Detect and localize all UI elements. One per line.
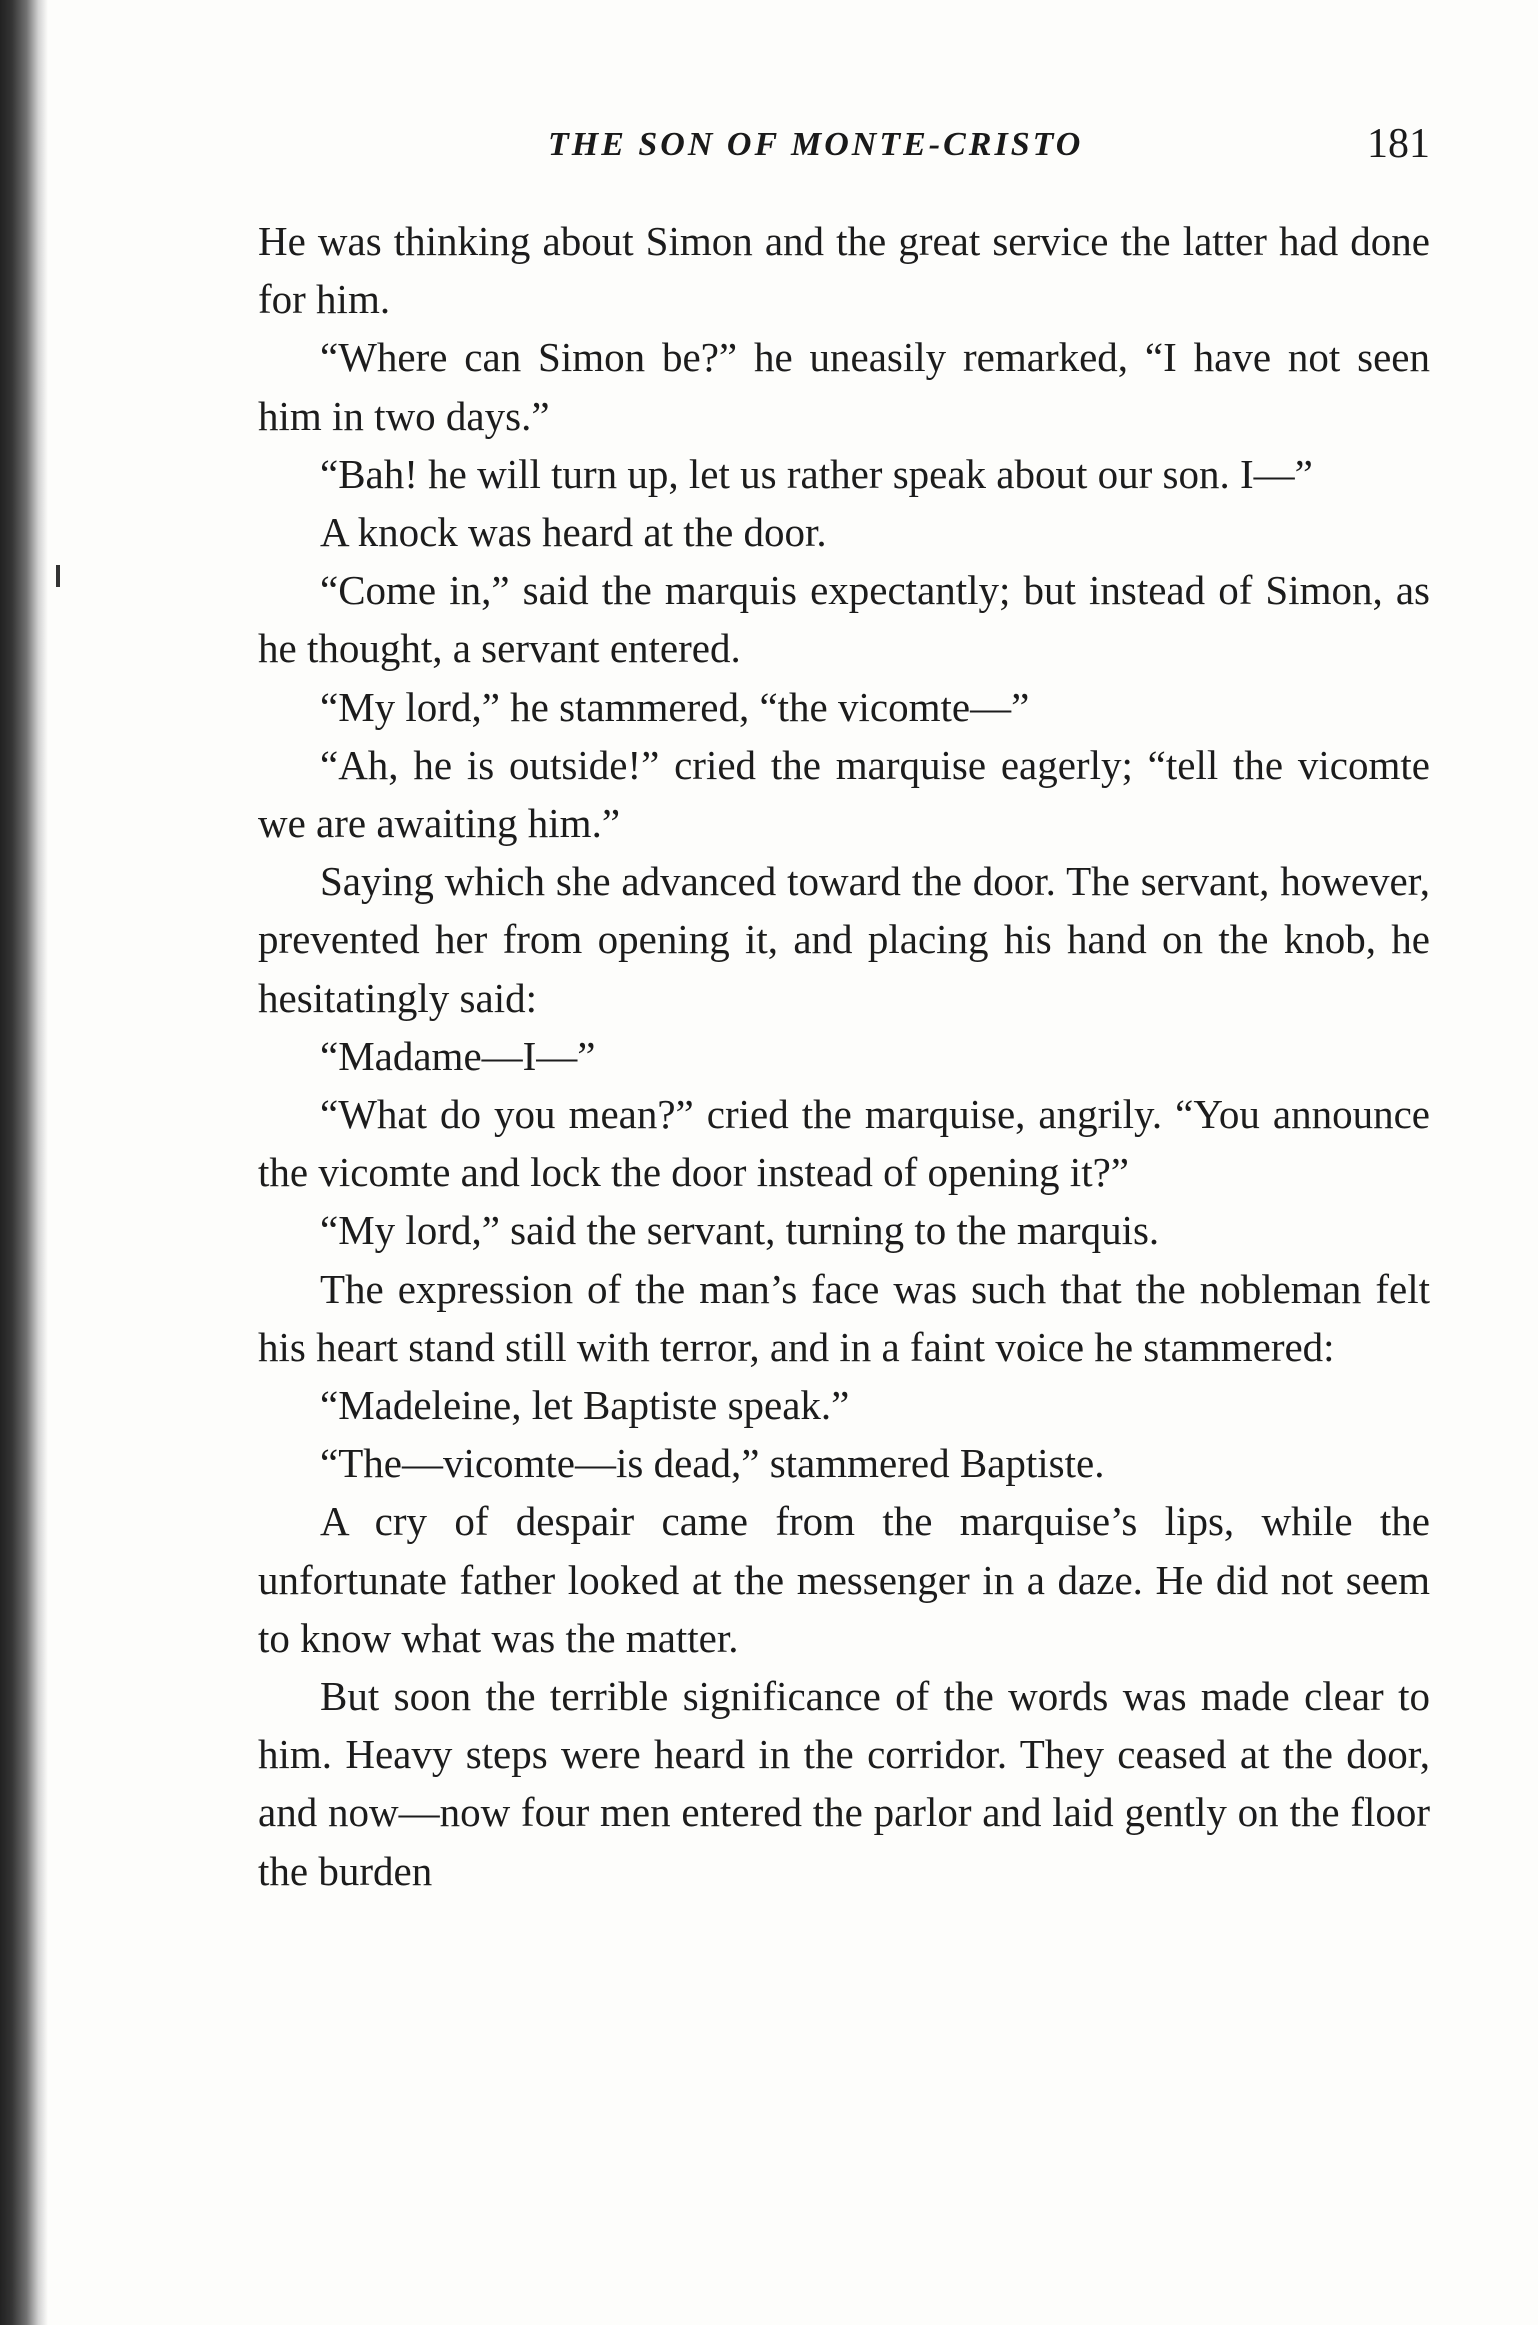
paragraph: “Come in,” said the marquis expectantly; but instead of Simon, as he thought, a servant entered. — [258, 567, 1430, 672]
paragraph: “Bah! he will turn up, let us rather speak about our son. I—” — [320, 450, 1313, 497]
running-head: THE SON OF MONTE-CRISTO — [548, 126, 1084, 163]
paragraph: “What do you mean?” cried the marquise, angrily. “You announce the vicomte and lock the door instead of opening it?” — [258, 1091, 1430, 1196]
paragraph: He was thinking about Simon and the great service the latter had done for him. — [258, 218, 1430, 323]
paragraph: “Madame—I—” — [320, 1032, 596, 1079]
paragraph: “My lord,” said the servant, turning to the marquis. — [320, 1207, 1160, 1254]
page-header — [258, 121, 1430, 186]
body-text — [258, 212, 1430, 1900]
paragraph: “Ah, he is outside!” cried the marquise eagerly; “tell the vicomte we are awaiting him.” — [258, 741, 1430, 847]
paragraph: A cry of despair came from the marquise’s lips, while the unfortunate father looked at the messenger in a daze. He did not seem to know what was the matter. — [258, 1498, 1430, 1661]
paragraph: “Madeleine, let Baptiste speak.” — [320, 1382, 850, 1429]
paragraph: “My lord,” he stammered, “the vicomte—” — [320, 683, 1030, 730]
paragraph: A knock was heard at the door. — [320, 509, 827, 556]
paragraph: “Where can Simon be?” he uneasily remarked, “I have not seen him in two days.” — [258, 334, 1430, 439]
paragraph: “The—vicomte—is dead,” stammered Baptiste. — [320, 1440, 1105, 1487]
paragraph: Saying which she advanced toward the door. The servant, however, prevented her from opening it, and placing his hand on the knob, he hesitatingly said: — [258, 858, 1430, 1021]
paragraph: The expression of the man’s face was such that the nobleman felt his heart stand still with terror, and in a faint voice he stammered: — [258, 1265, 1430, 1370]
paragraph: But soon the terrible significance of the words was made clear to him. Heavy steps were heard in the corridor. They ceased at the door, and now—now four men entered the parlor and laid gently on the floor the burden — [258, 1673, 1430, 1894]
page-number: 181 — [1367, 121, 1430, 167]
binding-speck — [56, 565, 60, 587]
binding-shadow — [0, 0, 48, 2325]
